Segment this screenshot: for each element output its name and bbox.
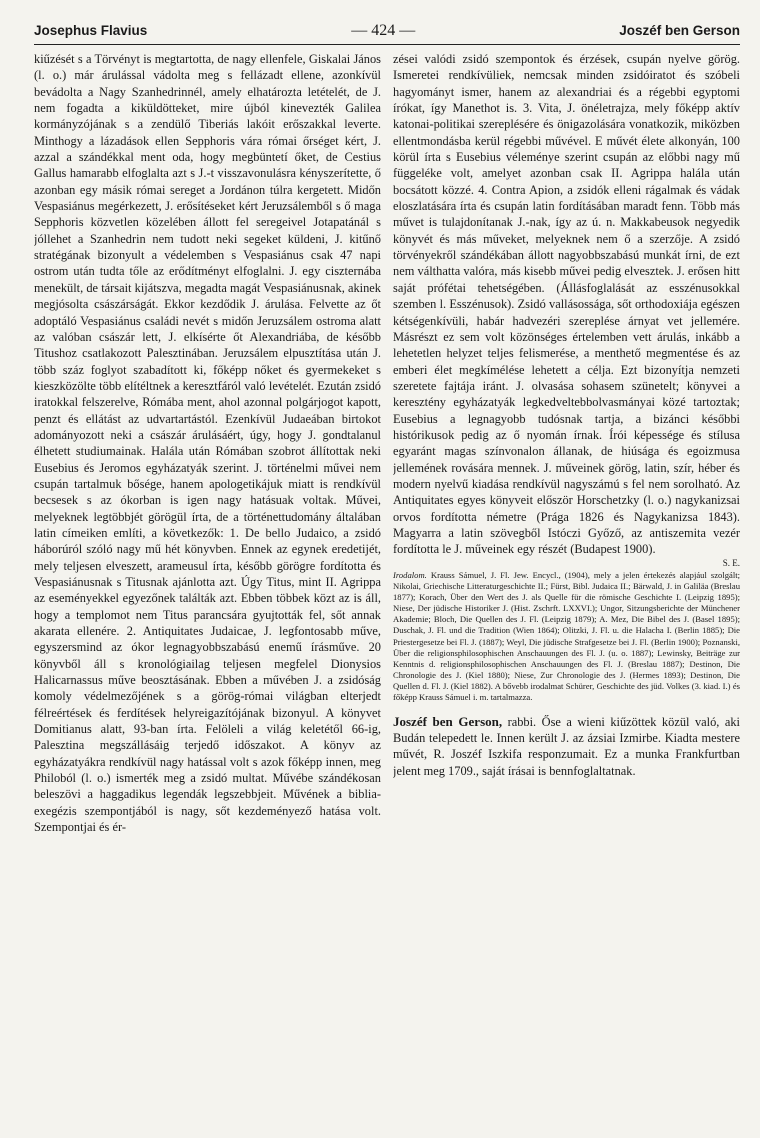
right-column-text: zései valódi zsidó szempontok és érzések, csupán nyelve görög. Ismeretei rendkívüliek, nemcsak minden zsidóiratot és szóbeli hagyományt ismer, hanem az alexandriai és a régebbi egyptomi írókat, így Manethot is. 3. Vita, J. önéletrajza, mely főképp aktív katonai-politikai szereplésére és önigazolására vonatkozik, miközben ellentmondásba kerül régebbi művével. E művét élete alkonyán, 100 körül írta s Eusebius véleménye szerint csupán az előbbi nagy mű függeléke volt, amelyet azonban csak II. Agrippa halála után bocsátott közzé. 4. Contra Apion, a zsidók elleni rágalmak és vádak eloszlatására írta és csupán latin fordításában maradt fenn. Több más művet is tulajdonítanak J.-nak, így az ú. n. Makkabeusok negyedik könyvét és más műveket, melyeknek nem ő a szerzője. A zsidó törvényekről szándékában állott nagyobbszabású munkát írni, de ezt nem válthatta valóra, más kisebb művei pedig elvesztek. J. erősen hitt saját prófétai tehetségében. (Állásfoglalását az esszénusokkal szemben l. Esszénusok). Zsidó vallásossága, sőt orthodoxiája egészen kétségenkívüli, habár hadvezéri szereplése árnyat vet jellemére. Másrészt ez sem volt közönséges értelemben vett árulás, inkább a lehetetlen helyzet teljes felismerése, a menthető megmentése és az emberi élet megkímélése lehetett a célja. Ezt bizonyítja nemzeti szeretete fajtája iránt. J. olvasása sohasem szünetelt; könyvei a keresztény egyházatyák legkedveltebbolvasmányai közé tartoztak; Eusebius a legnagyobb tudósnak tartja, a bizánci későbbi histórikusok pedig az ő nyomán írnak. Írói képessége és stílusa egyaránt magas színvonalon állanak, de hiúsága és egoizmusa jellemének rovására mennek. J. műveinek görög, latin, szír, héber és modern nyelvű kiadása rendkívül nagyszámú s fel nem sorolható. Az Antiquitates egyes könyveit először Horschetzky (l. o.) nagykanizsai orvos fordította németre (Prága 1826 és Nagykanizsa 1843). Magyarra a latin szövegből Istóczi Győző, az antiszemita vezér fordította le J. műveinek egy részét (Budapest 1900). xyxy=(393,52,740,557)
running-header xyxy=(34,22,740,45)
left-column xyxy=(34,51,381,1136)
header-right-title: Joszéf ben Gerson xyxy=(619,23,740,38)
right-column xyxy=(393,51,740,1136)
author-signature: S. E. xyxy=(722,557,740,568)
literature-block xyxy=(393,570,740,704)
header-left-title: Josephus Flavius xyxy=(34,23,148,38)
literature-text: Krauss Sámuel, J. Fl. Jew. Encycl., (1904), mely a jelen értekezés alapjául szolgált; Nikolai, Griechische Litteraturgeschichte II.; Fürst, Bibl. Judaica II.; Bärwald, J. in Galiläa (Breslau 1877); Korach, Über den Wert des J. als Quelle für die römische Geschichte I. (Leipzig 1895); Niese, Der jüdische Historiker J. (Hist. Zschrft. LXXVI.); Ungor, Sitzungsberichte der Münchener Akademie; Bloch, Die Quellen des J. Fl. (Leipzig 1879); A. Mez, Die Bibel des J. (Basel 1895); Duschak, J. Fl. und die Tradition (Wien 1864); Olitzki, J. Fl. u. die Halacha I. (Berlin 1885); Die Priestergesetze bei Fl. J. (1887); Weyl, Die jüdische Strafgesetze bei J. Fl. (Berlin 1900); Poznanski, Über die religionsphilosophischen Anschauungen des Fl. J. (u. o. 1887); Lewinsky, Beiträge zur Kenntnis d. religionsphilosophischen Anschauungen des Fl. J. (Breslau 1887); Destinon, Die Chronologie des J. (Kiel 1880); Niese, Zur Chronologie des J. (Hermes 1893); Destinon, Die Quellen d. Fl. J. (Kiel 1882). A bővebb irodalmat Schürer, Geschichte des jüd. Volkes (3. kiad. I.) és főképp Krauss Sámuel i. m. tartalmazza. xyxy=(393,569,740,703)
entry-headword: Joszéf ben Gerson, xyxy=(393,713,503,729)
entry-joszef-ben-gerson xyxy=(393,714,740,779)
entry-text: rabbi. Őse a wieni kiűzöttek közül való, aki Budán telepedett le. Innen került J. az ázsiai Izmirbe. Kiadta mestere művét, R. Joszéf Iszkifa responzumait. Ez a munka Frankfurtban jelent meg 1709., saját írásai is bennfoglaltatnak. xyxy=(393,714,740,778)
two-column-body xyxy=(34,51,740,1136)
left-column-text: kiűzését s a Törvényt is megtartotta, de nagy ellenfele, Giskalai János (l. o.) már árulással vádolta meg s fellázadt ellene, azonkívül bevádolta a Nagy Szanhedrinnél, amely elhatározta letételét, de J. nem fogadta a kiküldötteket, mire újból kinevezték Galilea kormányzójának s a zendülő Tiberiás lakóit erőszakkal leverte. Minthogy a lázadások ellen Sepphoris vára római őrséget kért, J. azzal a szándékkal ment oda, hogy megbüntetí őket, de Cestius Gallus hamarabb elfoglalta azt s J.-t visszavonulásra kényszerítette, ő azonban egy másik római sereget a Jordánon túlra kergetett. Midőn Vespasiánus megérkezett, J. erősítéseket kért Jeruzsálemből s ő maga Sepphoris közvetlen közelében állott fel seregeivel Jotapatánál s jóllehet a Szanhedrin nem tudott neki segeket küldeni, J. kitűnő stratégának bizonyult a védelemben s Vespasiánus csak 47 napi ostrom után tudta tőle az erődítményt elfoglalni. J. egy ciszternába menekült, de társait kijátszva, megadta magát Vespasiánusnak, akinek megjósolta császárságát. Ekkor kezdődik J. árulása. Felvette az őt adoptáló Vespasiánus családi nevét s midőn Jeruzsálem ostroma alatt az valóban császár lett, J. elkísérte őt Alexandriába, de később Titushoz csatlakozott Palesztinában. Jeruzsálem elpusztítása után J. több száz foglyot szabadított ki, főképp nőket és gyermekeket s kieszközölte több elítéltnek a keresztfáról való levételét. Ezután zsidó iratokkal felszerelve, Rómába ment, ahol azonnal polgárjogot kapott, penzt és ellátást az udvartartástól. Ezenkívül Judaeában birtokot adományozott neki a császár árulásáért, úgy, hogy J. gondtalanul élhetett studiumainak. Halála után Rómában szobrot állítottak neki Eusebius és Jeromos egyházatyák szerint. J. történelmi művei nem csupán tartalmuk bősége, hanem apologetikájuk miatt is rendkívül becsesek s az ókorban is igen nagy hatásuak voltak. Művei, melyeknek legtöbbjét görögül írta, de a történettudomány általában latin címeiken említi, a következők: 1. De bello Judaico, a zsidó háborúról szóló nagy mű hét könyvben. Ennek az egynek eredetijét, mely teljesen elveszett, arameusul írta, később görögre fordította és Vespasiánusnak s Titusnak ajánlotta azt. Úgy Titus, mint II. Agrippa az eseményekkel egyezőnek találták azt. Ebben többek közt az is áll, hogy a templomot nem Titus parancsára gyujtották fel, sőt annak akarata ellenére. 2. Antiquitates Judaicae, J. legfontosabb műve, egyszersmind az ókor legnagyobbszabású enemű írásműve. 20 könyvből áll s kronológiailag teljesen megfelel Dionysios Halicarnassus műve beosztásának. Ebben a művében J. a zsidóság komoly védelmezőjének s a görög-római világban elterjedt félreértések és ferdítések helyreigazítójának bizonyul. A könyvet Domitianus alatt, 93-ban írta. Felöleli a világ keletétől 66-ig, Palesztina megszállásáig terjedő időszakot. A könyv az egyházatyákra rendkívül nagy hatással volt s azok főképp innen, meg Philoból (l. o.) ismerték meg a zsidó multat. Művébe szándékosan beleszövi a haggadikus legendák legszebbjeit. Művének a biblia-exegézis szempontjából is nagy, sőt kezdeményező hatása volt. Szempontjai és ér- xyxy=(34,52,381,835)
page-number: — 424 — xyxy=(351,22,416,39)
literature-label: Irodalom. xyxy=(393,569,427,580)
